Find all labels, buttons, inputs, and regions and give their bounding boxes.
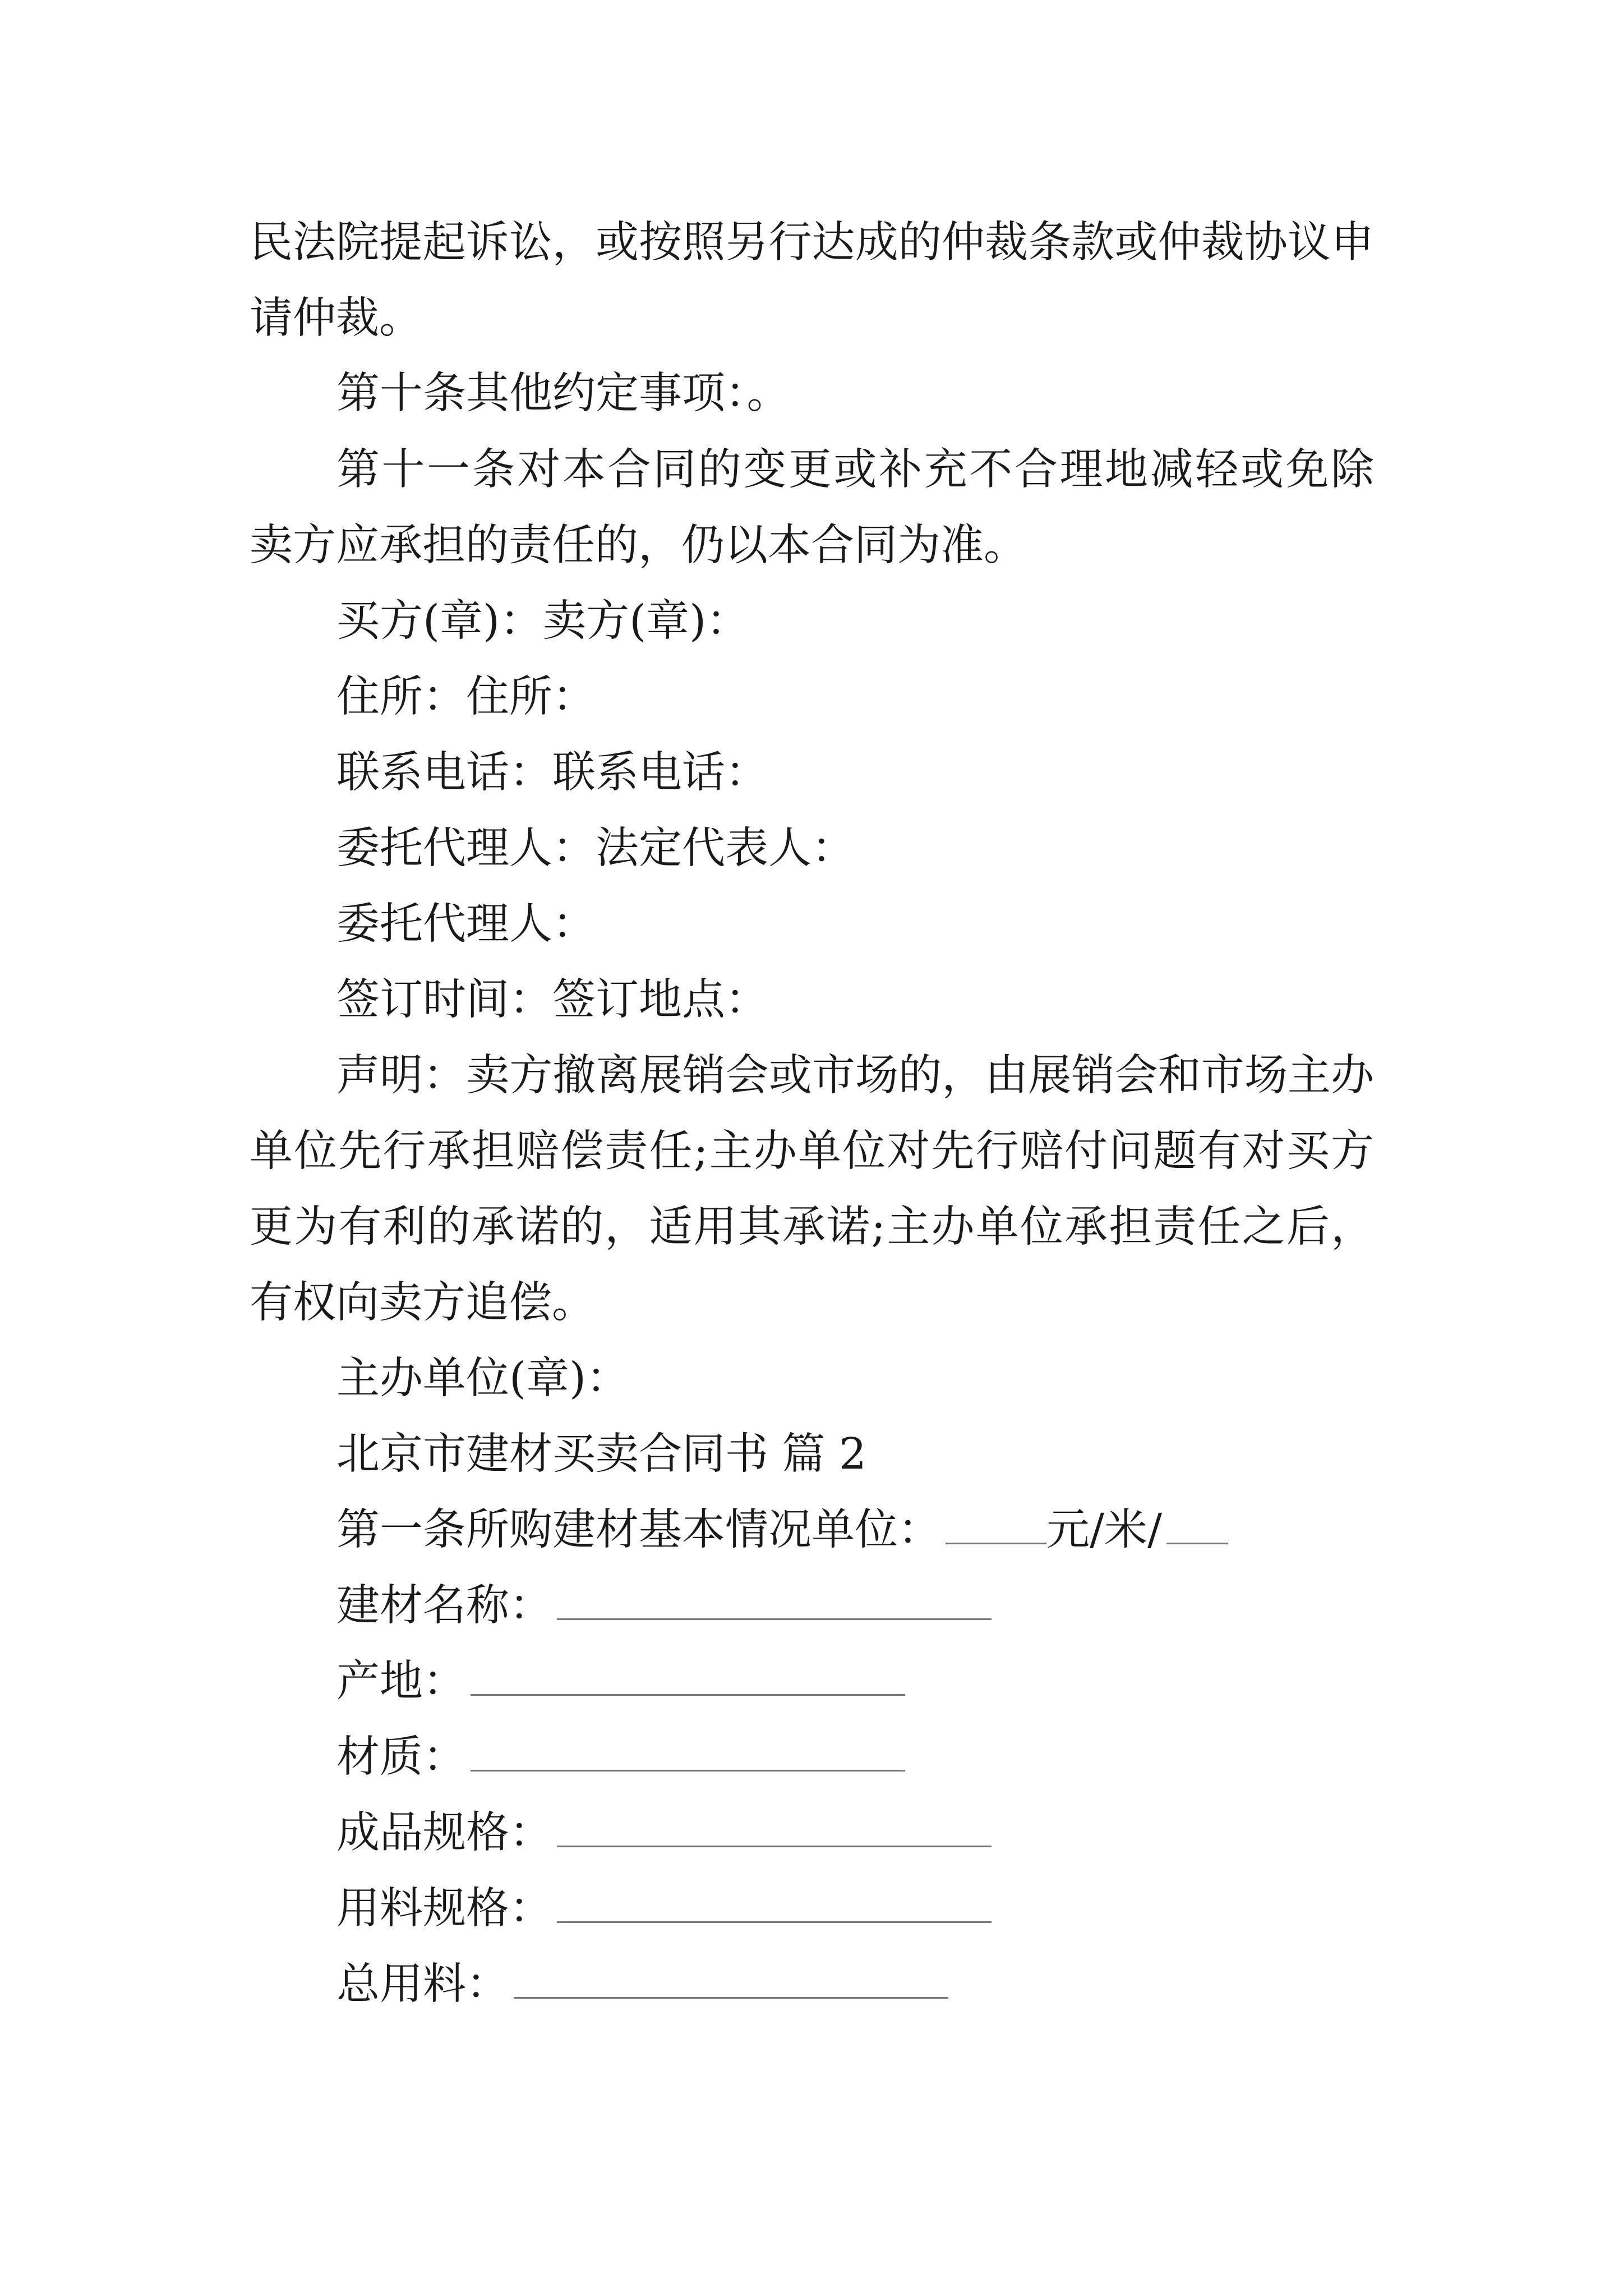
form-label: 总用料： <box>336 1959 509 2009</box>
section-title: 北京市建材买卖合同书 篇 2 <box>336 1429 866 1479</box>
form-label: 产地： <box>336 1657 466 1706</box>
blank-field <box>946 1508 1046 1544</box>
paragraph-line: 民法院提起诉讼，或按照另行达成的仲裁条款或仲裁协议申 <box>250 218 1374 268</box>
statement-line: 声明：卖方撤离展销会或市场的，由展销会和市场主办 <box>336 1051 1374 1101</box>
statement-line: 有权向卖方追偿。 <box>250 1278 595 1328</box>
form-label: 第一条所购建材基本情况单位： <box>336 1505 941 1555</box>
clause-eleven-line: 卖方应承担的责任的，仍以本合同为准。 <box>250 521 1027 570</box>
blank-field <box>471 1659 905 1696</box>
form-row-total-material <box>336 1957 948 2013</box>
blank-field <box>514 1962 948 1999</box>
signature-time-place: 签订时间：签订地点： <box>336 975 768 1025</box>
signature-phone: 联系电话：联系电话： <box>336 748 768 798</box>
form-unit-text: 元/米/ <box>1046 1505 1162 1555</box>
form-label: 用料规格： <box>336 1884 552 1934</box>
form-label: 建材名称： <box>336 1581 552 1631</box>
form-label: 材质： <box>336 1732 466 1782</box>
signature-agent-representative: 委托代理人：法定代表人： <box>336 823 855 873</box>
blank-field <box>557 1887 992 1923</box>
signature-address: 住所：住所： <box>336 672 596 722</box>
form-row-material-name <box>336 1578 992 1634</box>
blank-field <box>557 1811 992 1847</box>
signature-agent: 委托代理人： <box>336 899 596 949</box>
clause-ten: 第十条其他约定事项：。 <box>336 369 790 418</box>
statement-line: 更为有利的承诺的，适用其承诺;主办单位承担责任之后， <box>250 1202 1374 1252</box>
form-label: 成品规格： <box>336 1808 552 1858</box>
statement-line: 单位先行承担赔偿责任;主办单位对先行赔付问题有对买方 <box>250 1126 1374 1176</box>
clause-eleven-line: 第十一条对本合同的变更或补充不合理地减轻或免除 <box>336 445 1374 495</box>
organizer-seal: 主办单位(章)： <box>336 1354 630 1404</box>
form-row-product-spec <box>336 1805 992 1861</box>
blank-field <box>557 1584 992 1620</box>
form-row-unit <box>336 1502 1228 1558</box>
blank-field <box>1166 1508 1228 1544</box>
blank-field <box>471 1735 905 1772</box>
signature-buyer-seller: 买方(章)：卖方(章)： <box>336 596 750 646</box>
form-row-origin <box>336 1654 905 1710</box>
form-row-material-spec <box>336 1881 992 1937</box>
form-row-texture <box>336 1729 905 1786</box>
paragraph-line: 请仲裁。 <box>250 293 422 343</box>
